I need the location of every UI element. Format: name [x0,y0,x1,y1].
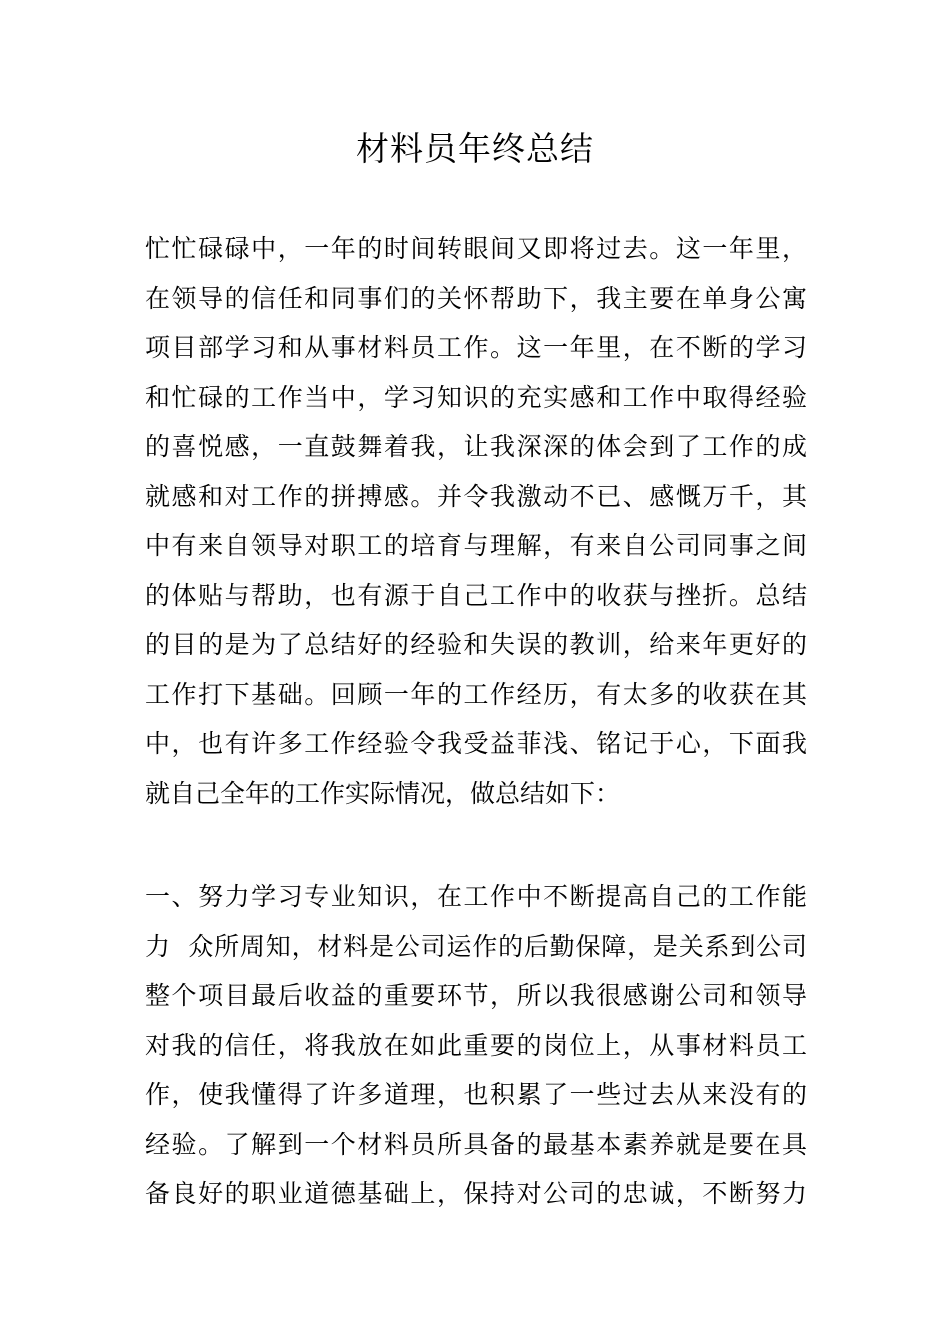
paragraph-line: 一、努力学习专业知识，在工作中不断提高自己的工作能 [145,882,807,911]
paragraph-line: 工作打下基础。回顾一年的工作经历，有太多的收获在其 [145,679,807,709]
paragraph-2 [145,872,807,1219]
paragraph-line: 整个项目最后收益的重要环节，所以我很感谢公司和领导 [145,981,807,1010]
paragraph-line: 就自己全年的工作实际情况，做总结如下： [145,778,621,808]
paragraph-line: 和忙碌的工作当中，学习知识的充实感和工作中取得经验 [145,382,807,412]
paragraph-1 [145,224,807,818]
paragraph-line: 项目部学习和从事材料员工作。这一年里，在不断的学习 [145,333,807,362]
paragraph-line: 忙忙碌碌中，一年的时间转眼间又即将过去。这一年里， [145,234,807,263]
paragraph-line: 作，使我懂得了许多道理，也积累了一些过去从来没有的 [145,1080,807,1109]
paragraph-line: 对我的信任，将我放在如此重要的岗位上，从事材料员工 [145,1030,807,1060]
document-title: 材料员年终总结 [356,129,594,168]
paragraph-line: 备良好的职业道德基础上，保持对公司的忠诚，不断努力 [145,1179,807,1208]
paragraph-line: 的目的是为了总结好的经验和失误的教训，给来年更好的 [145,630,807,659]
paragraph-line: 的体贴与帮助，也有源于自己工作中的收获与挫折。总结 [145,580,807,610]
paragraph-line: 的喜悦感，一直鼓舞着我，让我深深的体会到了工作的成 [145,432,807,461]
paragraph-line: 中，也有许多工作经验令我受益菲浅、铭记于心，下面我 [145,729,807,758]
paragraph-line: 力 众所周知，材料是公司运作的后勤保障，是关系到公司 [145,931,807,961]
paragraph-line: 在领导的信任和同事们的关怀帮助下，我主要在单身公寓 [145,283,807,313]
paragraph-line: 中有来自领导对职工的培育与理解，有来自公司同事之间 [145,531,807,560]
paragraph-line: 经验。了解到一个材料员所具备的最基本素养就是要在具 [145,1129,807,1159]
paragraph-line: 就感和对工作的拼搏感。并令我激动不已、感慨万千，其 [145,481,807,511]
